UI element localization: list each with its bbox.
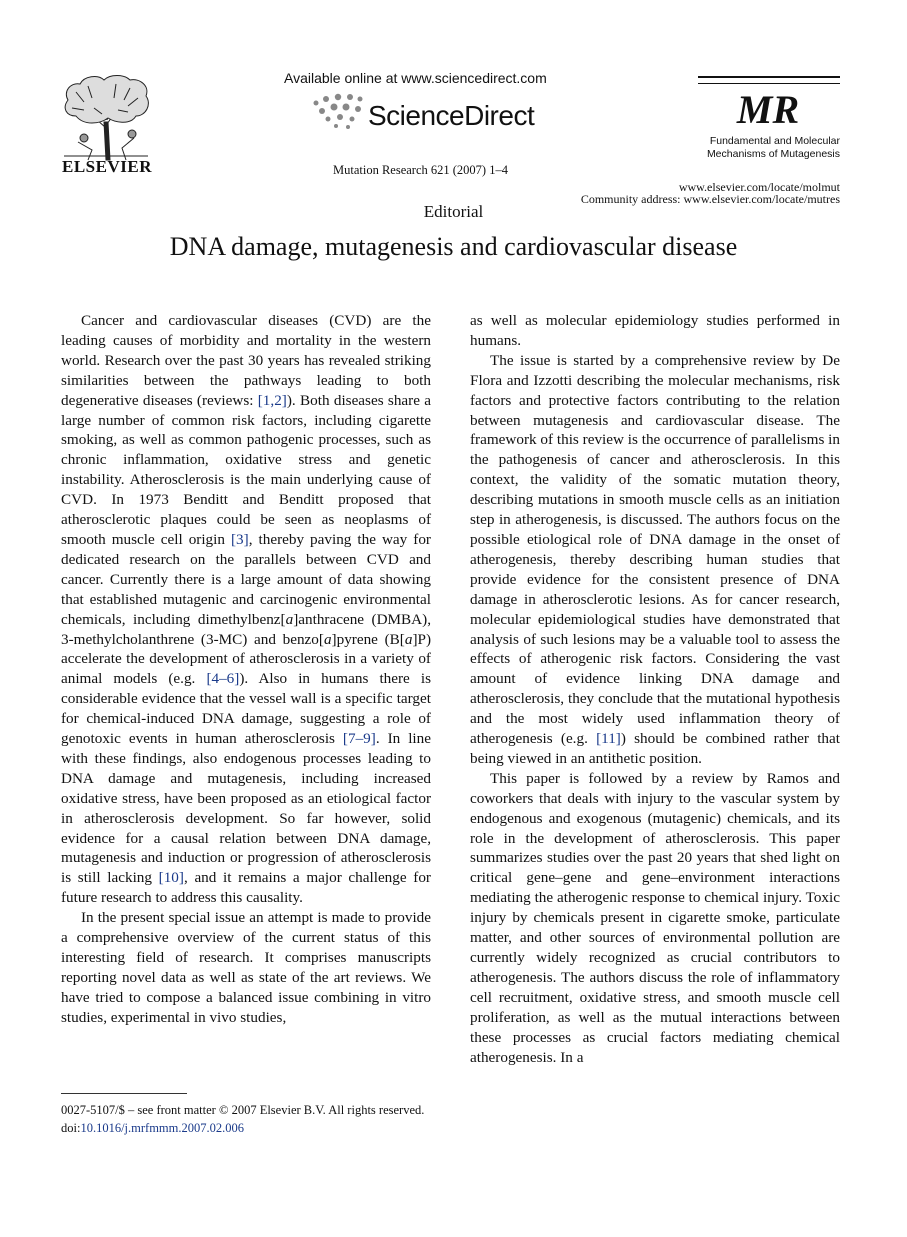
article-title: DNA damage, mutagenesis and cardiovascular disease [169, 232, 738, 261]
journal-name-line: Mechanisms of Mutagenesis [706, 148, 840, 160]
journal-rule [698, 83, 840, 84]
body-paragraph: In the present special issue an attempt is made to provide a comprehensive overview of the current status of this interesting field of research. It comprises manuscripts reporting novel data as well as state of the art reviews. We have tried to compose a balanced issue combining in vitro studies, experimental in vivo studies, [61, 909, 431, 1026]
journal-name [688, 135, 840, 161]
doi-line [61, 1121, 244, 1136]
doi-link[interactable]: 10.1016/j.mrfmmm.2007.02.006 [80, 1121, 244, 1135]
journal-name-line: Fundamental and Molecular [709, 135, 840, 147]
sciencedirect-dots-icon [308, 91, 370, 131]
article-section: Editorial [423, 202, 484, 221]
body-column-left [61, 311, 431, 1028]
doi-prefix: doi: [61, 1121, 81, 1135]
available-online-link[interactable]: Available online at www.sciencedirect.com [284, 70, 547, 86]
publisher-name: ELSEVIER [62, 157, 152, 176]
reference-link[interactable]: [1,2] [257, 391, 287, 409]
journal-citation: Mutation Research 621 (2007) 1–4 [333, 163, 508, 177]
body-paragraph: This paper is followed by a review by Ramos and coworkers that deals with injury to the vascular system by endogenous and exogenous (mutagenic) chemicals, and its role in the development of atherosclerosis. This paper summarizes studies over the past 20 years that shed light on critical gene–gene and gene–environment interactions mediating the atherogenic response to chemical injury. Toxic injury by chemicals present in cigarette smoke, particulate matter, and other sources of environmental pollution are currently widely recognized as crucial contributors to atherogenesis. The authors discuss the role of inflammatory cell recruitment, oxidative stress, and smooth muscle cell proliferation, as well as the mutual interactions between these processes as crucial factors mediating chemical atherogenesis. In a [470, 769, 840, 1066]
body-paragraph: as well as molecular epidemiology studies performed in humans. [470, 312, 840, 349]
mmr-journal-logo-icon [722, 90, 814, 128]
footer-rule [61, 1093, 187, 1094]
reference-link[interactable]: [3] [230, 530, 249, 548]
reference-link[interactable]: [11] [596, 730, 621, 748]
reference-link[interactable]: [7–9] [342, 730, 376, 748]
copyright-line: 0027-5107/$ – see front matter © 2007 Elsevier B.V. All rights reserved. [61, 1103, 425, 1117]
journal-url-link[interactable]: www.elsevier.com/locate/molmut [678, 180, 840, 194]
community-url-link[interactable]: Community address: www.elsevier.com/locate/mutres [580, 192, 840, 206]
body-column-right [470, 311, 840, 1067]
body-paragraph: The issue is started by a comprehensive review by De Flora and Izzotti describing the molecular mechanisms, risk factors and protective factors contributing to the relation between mutagenesis and cardiovascular disease. The framework of this review is the occurrence of parallelisms in the pathogenesis of cancer and atherosclerosis. In this context, the validity of the somatic mutation theory, describing mutations in smooth muscle cells as an initiation step in atherogenesis, is discussed. The authors focus on the possible etiological role of DNA damage in the onset of atherogenesis, thereby describing human studies that provide evidence for the consistent presence of DNA damage in atherosclerotic lesions. As for cancer research, molecular epidemiological studies have demonstrated that analysis of such lesions may be a valuable tool to assess the effects of atherogenic risk factors. Considering the vast amount of evidence linking DNA damage and atherosclerosis, they conclude that the mutational hypothesis and the most widely used inflammation theory of atherogenesis (e.g. [11]) should be combined rather that being viewed in an antithetic position. [470, 351, 840, 767]
reference-link[interactable]: [4–6] [206, 670, 240, 688]
sciencedirect-logo-text: ScienceDirect [368, 100, 535, 131]
elsevier-tree-icon [58, 72, 154, 162]
body-paragraph: Cancer and cardiovascular diseases (CVD) are the leading causes of morbidity and mortality in the western world. Research over the past 30 years has revealed striking similarities between the pathways leading to both degenerative diseases (reviews: [1,2]). Both diseases share a large number of common risk factors, including cigarette smoking, as well as common pathogenic processes, such as chronic inflammation, oxidative stress and genetic instability. Atherosclerosis is the main underlying cause of CVD. In 1973 Benditt and Benditt proposed that atherosclerotic plaques could be seen as neoplasms of smooth muscle cell origin [3], thereby paving the way for dedicated research on the parallels between CVD and cancer. Currently there is a large amount of data showing that established mutagenic and carcinogenic environmental chemicals, including dimethylbenz[a]anthracene (DMBA), 3-methylcholanthrene (3-MC) and benzo[a]pyrene (B[a]P) accelerate the development of atherosclerosis in a variety of animal models (e.g. [4–6]). Also in humans there is considerable evidence that the vessel wall is a specific target for chemical-induced DNA damage, suggesting a role of genotoxic events in human atherosclerosis [7–9]. In line with these findings, also endogenous processes leading to DNA damage and mutagenesis, including increased oxidative stress, have been proposed as an etiological factor in atherosclerosis development. So far however, solid evidence for a causal relation between DNA damage, mutagenesis and induction or progression of atherosclerosis is still lacking [10], and it remains a major challenge for future research to address this causality. [61, 312, 432, 907]
reference-link[interactable]: [10] [158, 869, 184, 887]
journal-rule [698, 76, 840, 78]
svg-text:MR: MR [736, 90, 800, 128]
